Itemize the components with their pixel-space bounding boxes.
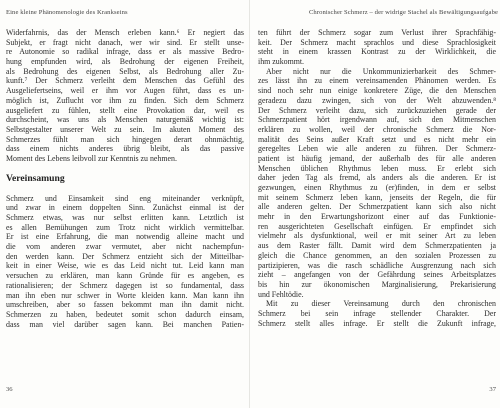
- right-page-body: [258, 28, 496, 328]
- text-line: man ihn eben nur schwer in Worte kleiden kann. Man kann ihn: [6, 290, 244, 300]
- text-line: zes lässt ihn zu einem vereinsamenden Phänomen werden. Es: [258, 76, 496, 86]
- text-line: Subjekt, er fragt nicht danach, wer wir sind. Er stellt unse-: [6, 37, 244, 47]
- text-line: ausgeliefert zu fühlen, stellt eine Provokation dar, weil es: [6, 105, 244, 115]
- left-paragraph-2: [6, 194, 244, 330]
- left-page: [4, 0, 246, 408]
- right-paragraph-1: [258, 28, 496, 67]
- text-line: Er ist eine Erfahrung, die man notwendig alleine macht und: [6, 232, 244, 242]
- text-line: sind noch sehr nun einige konkretere Züge, die den Menschen: [258, 86, 496, 96]
- text-line: erklären zu wollen, weil der chronische Schmerz die Nor-: [258, 124, 496, 134]
- text-line: es allen Bemühungen zum Trotz nicht wirklich vermittelbar.: [6, 222, 244, 232]
- text-line: ten führt der Schmerz sogar zum Verlust ihrer Sprachfähig-: [258, 28, 496, 37]
- text-line: bis hin zur ökonomischen Marginalisierung, Prekarisierung: [258, 279, 496, 289]
- text-line: geregeltes Leben wie alle anderen zu führen. Der Schmerz-: [258, 144, 496, 154]
- text-line: daher jeden Tag als fremd, als anders als die anderen. Er ist: [258, 173, 496, 183]
- text-line: Aber nicht nur die Unkommunizierbarkeit des Schmer-: [266, 66, 496, 76]
- section-heading: Vereinsamung: [6, 172, 65, 184]
- page-number-left: 36: [6, 386, 13, 393]
- text-line: rationalisieren; der Schmerz dagegen ist so fundamental, dass: [6, 280, 244, 290]
- text-line: dass man viel darüber sagen kann. Bei manchen Patien-: [6, 319, 244, 329]
- text-line: Schmerz stellt alles infrage. Er stellt die Zukunft infrage,: [258, 318, 496, 328]
- text-line: den werden kann. Der Schmerz entzieht sich der Mitteilbar-: [6, 251, 244, 261]
- text-line: die vom anderen zwar vermutet, aber nicht nachempfun-: [6, 242, 244, 252]
- section-gap: [6, 164, 244, 173]
- text-line: partizipieren, was die rasch schädliche Ausgrenzung nach sich: [258, 260, 496, 270]
- gutter-divider: [249, 0, 250, 408]
- text-line: ren ausgerichteten Gesellschaft einfügen. Er empfindet sich: [258, 221, 496, 231]
- text-line: versuchen zu erklären, man kann Gründe für es angeben, es: [6, 271, 244, 281]
- text-line: gezwungen, einen Rhythmus zu (er)finden, in dem er selbst: [258, 183, 496, 192]
- text-line: möglich ist, Zuflucht vor ihm zu finden. Sich dem Schmerz: [6, 95, 244, 105]
- text-line: Schmerzen zu haben, bedeutet somit schon dadurch einsam,: [6, 309, 244, 319]
- text-line: mit seinem Schmerz leben kann, jenseits der Regeln, die für: [258, 192, 496, 202]
- text-line: als Bedrohung des eigenen Selbst, als Bedrohung aller Zu-: [6, 66, 244, 76]
- text-line: durchscheint, was uns als Menschen naturgemäß wichtig ist:: [6, 115, 244, 125]
- text-line: Schmerzpatient hört irgendwann auf, sich den Mitmenschen: [258, 115, 496, 125]
- text-line: Selbstgestalter unserer Welt zu sein. Im akuten Moment des: [6, 124, 244, 134]
- text-line: Moment des Lebens leibvoll zur Kenntnis zu nehmen.: [6, 153, 177, 163]
- text-line: Mit zu dieser Vereinsamung durch den chronischen: [266, 299, 496, 309]
- text-line: ihm zukommt.: [258, 57, 305, 67]
- text-line: geradezu dazu zwingen, sich von der Welt abzuwenden.⁸: [258, 95, 496, 105]
- text-line: steht in einem krassen Kontrast zu der Wirklichkeit, die: [258, 47, 496, 57]
- text-line: Der Schmerz verleiht dazu, sich zurückzuziehen gerade der: [258, 105, 496, 115]
- text-line: keit in einer Weise, wie es das Leid nicht tut. Leid kann man: [6, 261, 244, 271]
- text-line: Schmerz und Einsamkeit sind eng miteinander verknüpft,: [6, 193, 244, 203]
- right-paragraph-2: [258, 67, 496, 300]
- text-line: aus dem Raster fällt. Damit wird dem Schmerzpatienten ja: [258, 241, 496, 251]
- section-gap: [6, 185, 244, 194]
- text-line: umschreiben, aber so fassen bekommt man ihn damit nicht.: [6, 300, 244, 310]
- text-line: zieht – angefangen von der Gefährdung seines Arbeitsplatzes: [258, 270, 496, 280]
- text-line: patient ist häufig jemand, der außerhalb des für alle anderen: [258, 153, 496, 163]
- text-line: Schmerz bei sein infrage stellender Charakter. Der: [258, 308, 496, 318]
- running-head-left: Eine kleine Phänomenologie des Krankseins: [6, 9, 128, 16]
- text-line: Widerfahrnis, das der Mensch erleben kann.⁶ Er negiert das: [6, 28, 244, 37]
- text-line: und Fehltödie.: [258, 289, 304, 299]
- text-line: Schmerzes fühlt man sich hingegen derart ohnmächtig,: [6, 134, 244, 144]
- text-line: dass einem nichts anderes übrig bleibt, als das passive: [6, 144, 244, 154]
- text-line: kunft.⁷ Der Schmerz verleiht dem Menschen das Gefühl des: [6, 76, 244, 86]
- text-line: hung empfunden wird, als Bedrohung der eigenen Freiheit,: [6, 57, 244, 67]
- text-line: vielmehr als dysfunktional, weil er mit seiner Art zu leben: [258, 231, 496, 241]
- text-line: und zwar in einem doppelten Sinn. Zunächst einmal ist der: [6, 203, 244, 213]
- text-line: Schmerz etwas, was nur selbst erlitten kann. Letztlich ist: [6, 213, 244, 222]
- text-line: keit. Der Schmerz macht sprachlos und diese Sprachlosigkeit: [258, 37, 496, 47]
- text-line: mehr in den Erwartungshorizont einer auf das Funktionie-: [258, 212, 496, 222]
- left-page-body: [6, 28, 244, 329]
- text-line: gleich die Chance genommen, an den sozialen Prozessen zu: [258, 250, 496, 260]
- text-line: Menschen üblichen Rhythmus leben muss. Er erlebt sich: [258, 163, 496, 173]
- text-line: malität des Seins außer Kraft setzt und es nicht mehr ein: [258, 134, 496, 144]
- running-head-right: Chronischer Schmerz – der widrige Stachel als Bewältigungsaufgabe: [308, 9, 498, 16]
- page-number-right: 37: [489, 386, 496, 393]
- right-page: [256, 0, 498, 408]
- right-paragraph-3: [258, 299, 496, 328]
- text-line: alle anderen gelten. Der Schmerzpatient kann sich also nicht: [258, 202, 496, 212]
- text-line: Ausgeliefertseins, weil er ihm vor Augen führt, dass es un-: [6, 86, 244, 96]
- left-paragraph-1: [6, 28, 244, 164]
- text-line: re Autonomie so radikal infrage, dass er als massive Bedro-: [6, 47, 244, 57]
